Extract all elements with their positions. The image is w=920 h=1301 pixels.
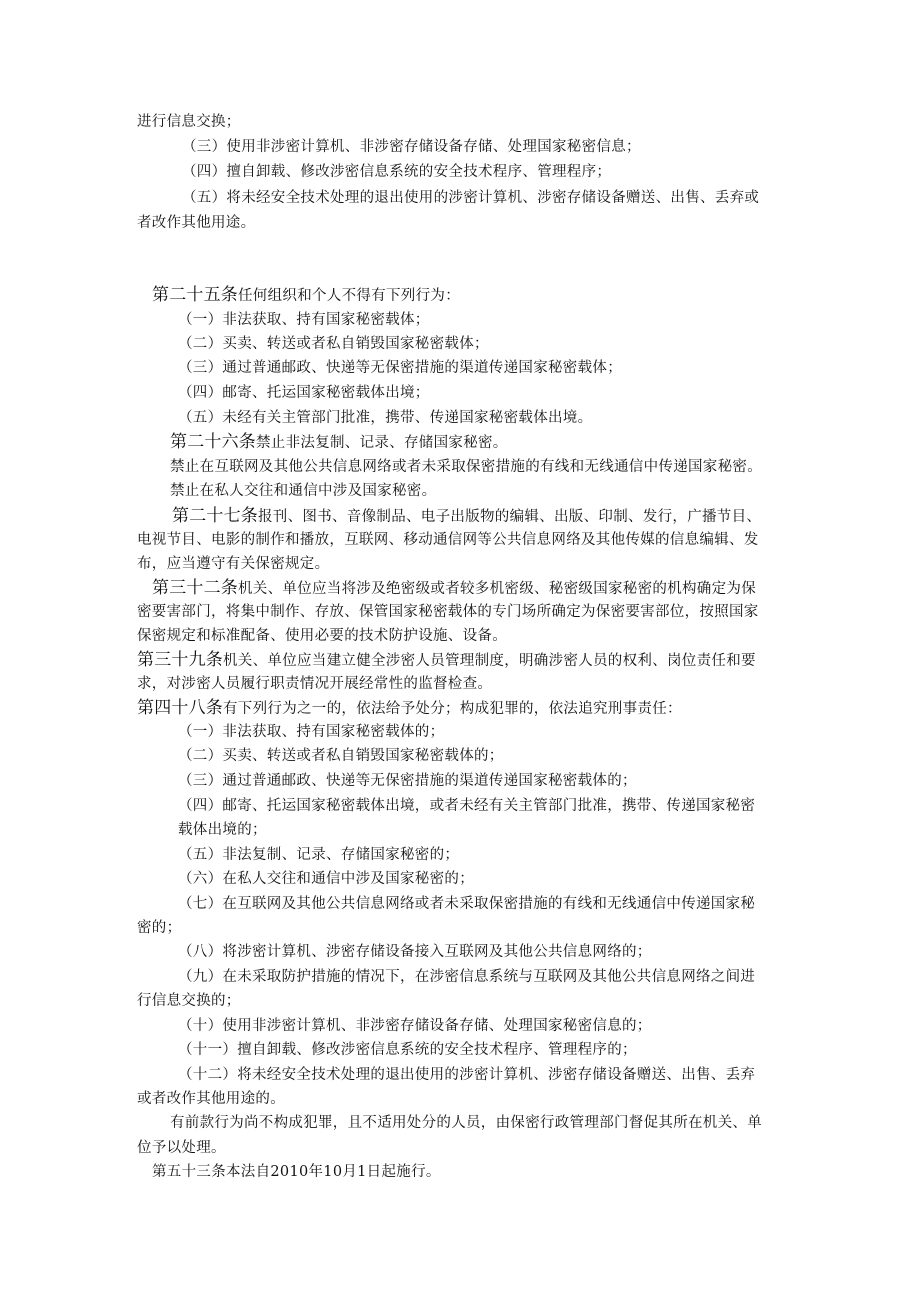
text-line: （三）通过普通邮政、快递等无保密措施的渠道传递国家秘密载体的； — [178, 773, 637, 789]
text-line: 密要害部门，将集中制作、存放、保管国家秘密载体的专门场所确定为保密要害部位，按照国家 — [137, 604, 759, 620]
text-line: 进行信息交换； — [137, 114, 241, 130]
text-line: 密的； — [137, 920, 182, 936]
article-heading: 第二十七条 — [172, 506, 258, 526]
article-32-line: 第三十二条机关、单位应当将涉及绝密级或者较多机密级、秘密级国家秘密的机构确定为保 — [152, 578, 756, 598]
text-line: 禁止在私人交往和通信中涉及国家秘密。 — [170, 483, 437, 499]
text-line: （十一）擅自卸载、修改涉密信息系统的安全技术程序、管理程序的； — [178, 1042, 637, 1058]
text-line: 电视节目、电影的制作和播放，互联网、移动通信网等公共信息网络及其他传媒的信息编辑、发 — [137, 532, 759, 548]
text-line: （五）将未经安全技术处理的退出使用的涉密计算机、涉密存储设备赠送、出售、丢弃或 — [182, 190, 760, 206]
text-line: （四）擅自卸载、修改涉密信息系统的安全技术程序、管理程序； — [182, 164, 612, 180]
article-heading: 第二十五条 — [152, 285, 238, 305]
text-line: （三）使用非涉密计算机、非涉密存储设备存储、处理国家秘密信息； — [182, 139, 641, 155]
text-line: 布，应当遵守有关保密规定。 — [137, 556, 330, 572]
text-line: （一）非法获取、持有国家秘密载体的； — [178, 724, 445, 740]
article-48-line: 第四十八条有下列行为之一的，依法给予处分；构成犯罪的，依法追究刑事责任： — [137, 698, 682, 718]
article-heading: 第四十八条 — [137, 698, 223, 718]
article-53-line: 第五十三条本法自2010年10月1日起施行。 — [152, 1164, 441, 1180]
text-line: 保密规定和标准配备、使用必要的技术防护设施、设备。 — [137, 628, 507, 644]
article-heading: 第三十二条 — [152, 578, 238, 598]
text-line: （十）使用非涉密计算机、非涉密存储设备存储、处理国家秘密信息的； — [178, 1018, 652, 1034]
text-line: 禁止在互联网及其他公共信息网络或者未采取保密措施的有线和无线通信中传递国家秘密。 — [170, 459, 762, 475]
text-line: （四）邮寄、托运国家秘密载体出境，或者未经有关主管部门批准，携带、传递国家秘密 — [178, 798, 756, 814]
text-line: （十二）将未经安全技术处理的退出使用的涉密计算机、涉密存储设备赠送、出售、丢弃 — [178, 1067, 756, 1083]
article-25-line: 第二十五条任何组织和个人不得有下列行为： — [152, 285, 460, 305]
text-line: （五）未经有关主管部门批准，携带、传递国家秘密载体出境。 — [178, 410, 593, 426]
text-line: （三）通过普通邮政、快递等无保密措施的渠道传递国家秘密载体； — [178, 360, 622, 376]
text-line: 有前款行为尚不构成犯罪，且不适用处分的人员，由保密行政管理部门督促其所在机关、单 — [170, 1115, 762, 1131]
text-line: （八）将涉密计算机、涉密存储设备接入互联网及其他公共信息网络的； — [178, 944, 652, 960]
text-line: 行信息交换的； — [137, 993, 241, 1009]
text-line: 位予以处理。 — [137, 1140, 226, 1156]
text-line: 求，对涉密人员履行职责情况开展经常性的监督检查。 — [137, 676, 493, 692]
article-heading: 第三十九条 — [137, 650, 223, 670]
text-line: （九）在未采取防护措施的情况下，在涉密信息系统与互联网及其他公共信息网络之间进 — [178, 969, 756, 985]
text-line: （六）在私人交往和通信中涉及国家秘密的； — [178, 871, 474, 887]
text-line: 载体出境的； — [178, 822, 267, 838]
text-line: （四）邮寄、托运国家秘密载体出境； — [178, 385, 430, 401]
text-line: （二）买卖、转送或者私自销毁国家秘密载体； — [178, 336, 489, 352]
text-line: （一）非法获取、持有国家秘密载体； — [178, 312, 430, 328]
article-39-line: 第三十九条机关、单位应当建立健全涉密人员管理制度，明确涉密人员的权利、岗位责任和要 — [137, 650, 756, 670]
article-heading: 第二十六条 — [170, 432, 256, 452]
text-line: （二）买卖、转送或者私自销毁国家秘密载体的； — [178, 748, 504, 764]
article-27-line: 第二十七条报刊、图书、音像制品、电子出版物的编辑、出版、印制、发行，广播节目、 — [172, 506, 762, 526]
text-line: （七）在互联网及其他公共信息网络或者未采取保密措施的有线和无线通信中传递国家秘 — [178, 896, 756, 912]
text-line: 或者改作其他用途的。 — [137, 1091, 285, 1107]
text-line: （五）非法复制、记录、存储国家秘密的； — [178, 847, 460, 863]
article-26-line: 第二十六条禁止非法复制、记录、存储国家秘密。 — [170, 432, 508, 452]
text-line: 者改作其他用途。 — [137, 215, 256, 231]
